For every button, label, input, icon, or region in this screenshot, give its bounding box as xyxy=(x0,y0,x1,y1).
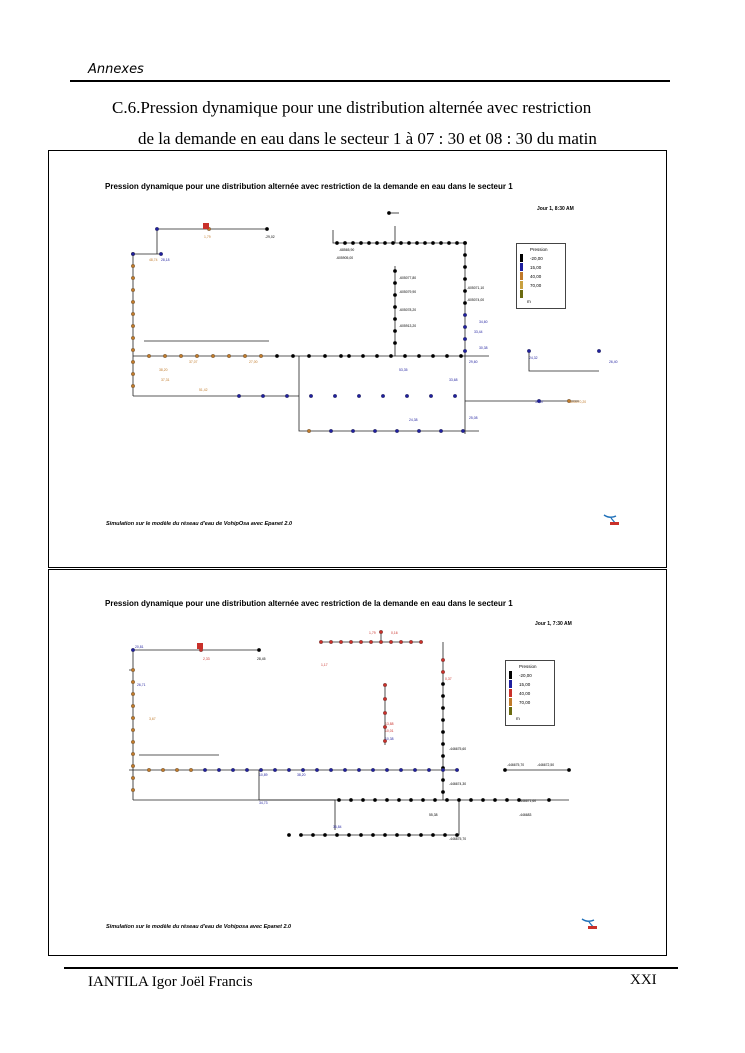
node-pressure-label: -68565,90 xyxy=(339,248,355,252)
node-pressure-label: 28,45 xyxy=(257,657,266,661)
node-pressure-label: -605078,20 xyxy=(399,308,417,312)
node-pressure-label: 37,07 xyxy=(189,360,198,364)
junction-node xyxy=(311,833,315,837)
junction-node xyxy=(259,768,263,772)
junction-node xyxy=(433,798,437,802)
junction-node xyxy=(333,394,337,398)
junction-node xyxy=(441,790,445,794)
junction-node xyxy=(227,354,231,358)
junction-node xyxy=(371,768,375,772)
node-pressure-label: 10,38 xyxy=(385,737,394,741)
junction-node xyxy=(307,354,311,358)
node-pressure-label: 38,20 xyxy=(297,773,306,777)
node-pressure-label: -446672,50 xyxy=(537,763,555,767)
junction-node xyxy=(335,833,339,837)
junction-node xyxy=(287,833,291,837)
figure-2-time: Jour 1, 7:30 AM xyxy=(535,621,572,627)
junction-node xyxy=(131,336,135,340)
node-pressure-label: 20,81 xyxy=(135,645,144,649)
legend-row xyxy=(509,671,553,679)
node-pressure-label: 26,71 xyxy=(137,683,146,687)
junction-node xyxy=(131,764,135,768)
junction-node xyxy=(395,429,399,433)
junction-node xyxy=(393,281,397,285)
junction-node xyxy=(441,718,445,722)
legend-row xyxy=(520,290,564,298)
junction-node xyxy=(131,252,135,256)
junction-node xyxy=(131,384,135,388)
junction-node xyxy=(441,768,445,772)
junction-node xyxy=(237,394,241,398)
junction-node xyxy=(441,706,445,710)
node-pressure-label: -446675,70 xyxy=(507,763,525,767)
junction-node xyxy=(257,648,261,652)
legend-label: -20,00 xyxy=(519,673,532,678)
node-pressure-label: -446674,30 xyxy=(449,782,467,786)
junction-node xyxy=(415,241,419,245)
junction-node xyxy=(375,241,379,245)
junction-node xyxy=(443,833,447,837)
junction-node xyxy=(359,640,363,644)
junction-node xyxy=(385,768,389,772)
pipe xyxy=(529,351,599,371)
junction-node xyxy=(387,211,391,215)
junction-node xyxy=(369,640,373,644)
legend-swatch xyxy=(509,698,512,706)
junction-node xyxy=(131,680,135,684)
junction-node xyxy=(389,640,393,644)
junction-node xyxy=(547,798,551,802)
figure-1-caption: Simulation sur le modèle du réseau d'eau de VohipOsa avec Epanet 2.0 xyxy=(106,521,293,527)
junction-node xyxy=(463,313,467,317)
junction-node xyxy=(393,329,397,333)
junction-node xyxy=(131,776,135,780)
junction-node xyxy=(441,730,445,734)
legend-row xyxy=(509,689,553,697)
epanet-logo-icon xyxy=(580,916,600,930)
pipe xyxy=(259,800,335,830)
junction-node xyxy=(131,728,135,732)
junction-node xyxy=(441,670,445,674)
junction-node xyxy=(463,325,467,329)
junction-node xyxy=(371,833,375,837)
network-figure-1 xyxy=(48,150,667,568)
junction-node xyxy=(299,833,303,837)
junction-node xyxy=(291,354,295,358)
junction-node xyxy=(469,798,473,802)
junction-node xyxy=(357,394,361,398)
node-pressure-label: 34,57 xyxy=(535,400,544,404)
legend-unit: m xyxy=(516,716,520,721)
figure-2-legend xyxy=(505,660,555,726)
junction-node xyxy=(343,241,347,245)
footer-rule xyxy=(64,967,678,969)
junction-node xyxy=(419,640,423,644)
junction-node xyxy=(397,798,401,802)
node-pressure-label: -605905,00 xyxy=(336,256,354,260)
junction-node xyxy=(445,798,449,802)
node-pressure-label: -446675,60 xyxy=(449,747,467,751)
junction-node xyxy=(285,394,289,398)
pipe xyxy=(299,356,479,431)
legend-row xyxy=(509,707,553,715)
junction-node xyxy=(131,692,135,696)
legend-row xyxy=(520,281,564,289)
junction-node xyxy=(359,833,363,837)
node-pressure-label: -605070,20 xyxy=(569,400,587,404)
node-pressure-label: -605079,90 xyxy=(399,290,417,294)
legend-label: -20,00 xyxy=(530,256,543,261)
node-pressure-label: -605077,80 xyxy=(399,276,417,280)
legend-swatch xyxy=(520,281,523,289)
junction-node xyxy=(441,778,445,782)
legend-swatch xyxy=(520,263,523,271)
junction-node xyxy=(189,768,193,772)
node-pressure-label: 37,31 xyxy=(161,378,170,382)
legend-row xyxy=(509,680,553,688)
legend-swatch xyxy=(520,254,523,262)
junction-node xyxy=(403,354,407,358)
junction-node xyxy=(441,694,445,698)
junction-node xyxy=(481,798,485,802)
node-pressure-label: 1,17 xyxy=(321,663,328,667)
junction-node xyxy=(441,658,445,662)
junction-node xyxy=(445,354,449,358)
footer-author: IANTILA Igor Joël Francis xyxy=(88,974,253,990)
figure-1-legend xyxy=(516,243,566,309)
junction-node xyxy=(527,349,531,353)
junction-node xyxy=(417,429,421,433)
node-pressure-label: 36,84 xyxy=(333,825,342,829)
node-pressure-label: 24,38 xyxy=(409,418,418,422)
junction-node xyxy=(131,348,135,352)
node-pressure-label: 51,42 xyxy=(199,388,208,392)
node-pressure-label: 1,79 xyxy=(204,235,211,239)
junction-node xyxy=(131,312,135,316)
junction-node xyxy=(195,354,199,358)
junction-node xyxy=(131,264,135,268)
node-pressure-label: 38,20 xyxy=(159,368,168,372)
junction-node xyxy=(431,833,435,837)
legend-title: Pression xyxy=(519,664,537,669)
junction-node xyxy=(349,640,353,644)
junction-node xyxy=(503,768,507,772)
node-pressure-label: 29,60 xyxy=(469,360,478,364)
network-figure-2 xyxy=(48,569,667,956)
figure-2-caption: Simulation sur le modèle du réseau d'eau de Vohiposa avec Epanet 2.0 xyxy=(106,924,292,930)
node-pressure-label: 34,60 xyxy=(479,320,488,324)
junction-node xyxy=(203,768,207,772)
junction-node xyxy=(379,630,383,634)
node-pressure-label: 24,32 xyxy=(529,356,538,360)
legend-row xyxy=(520,254,564,262)
legend-label: 40,00 xyxy=(519,691,531,696)
junction-node xyxy=(131,372,135,376)
legend-swatch xyxy=(509,680,512,688)
junction-node xyxy=(383,833,387,837)
junction-node xyxy=(405,394,409,398)
node-pressure-label: -446875,70 xyxy=(449,837,467,841)
junction-node xyxy=(439,429,443,433)
legend-swatch xyxy=(520,290,523,298)
node-pressure-label: 26,40 xyxy=(609,360,618,364)
junction-node xyxy=(131,788,135,792)
node-pressure-label: 33,44 xyxy=(474,330,483,334)
node-pressure-label: -446683 xyxy=(519,813,532,817)
junction-node xyxy=(161,768,165,772)
junction-node xyxy=(265,227,269,231)
junction-node xyxy=(505,798,509,802)
node-pressure-label: 33,68 xyxy=(449,378,458,382)
junction-node xyxy=(273,768,277,772)
junction-node xyxy=(261,394,265,398)
legend-label: 70,00 xyxy=(519,700,531,705)
legend-row xyxy=(509,698,553,706)
header-rule xyxy=(70,80,670,82)
page-header-label: Annexes xyxy=(88,62,144,77)
node-pressure-label: 27,00 xyxy=(249,360,258,364)
legend-label: 70,00 xyxy=(530,283,542,288)
junction-node xyxy=(361,798,365,802)
junction-node xyxy=(457,798,461,802)
junction-node xyxy=(329,768,333,772)
junction-node xyxy=(383,711,387,715)
junction-node xyxy=(329,429,333,433)
junction-node xyxy=(409,640,413,644)
legend-label: 15,00 xyxy=(519,682,531,687)
junction-node xyxy=(409,798,413,802)
junction-node xyxy=(329,640,333,644)
junction-node xyxy=(407,241,411,245)
junction-node xyxy=(463,337,467,341)
node-pressure-label: -605074,00 xyxy=(467,298,485,302)
node-pressure-label: 3,67 xyxy=(149,717,156,721)
junction-node xyxy=(335,241,339,245)
node-pressure-label: -29,02 xyxy=(265,235,275,239)
junction-node xyxy=(347,354,351,358)
junction-node xyxy=(463,241,467,245)
junction-node xyxy=(361,354,365,358)
junction-node xyxy=(381,394,385,398)
junction-node xyxy=(131,288,135,292)
figure-2-title: Pression dynamique pour une distribution alternée avec restriction de la demande en eau dans le secteur 1 xyxy=(105,599,513,608)
junction-node xyxy=(597,349,601,353)
junction-node xyxy=(163,354,167,358)
junction-node xyxy=(231,768,235,772)
junction-node xyxy=(307,429,311,433)
junction-node xyxy=(419,833,423,837)
junction-node xyxy=(461,429,465,433)
junction-node xyxy=(431,354,435,358)
junction-node xyxy=(431,241,435,245)
junction-node xyxy=(211,354,215,358)
junction-node xyxy=(351,241,355,245)
junction-node xyxy=(131,276,135,280)
junction-node xyxy=(131,300,135,304)
legend-swatch xyxy=(509,707,512,715)
junction-node xyxy=(337,798,341,802)
junction-node xyxy=(275,354,279,358)
node-pressure-label: 28,18 xyxy=(161,258,170,262)
junction-node xyxy=(131,704,135,708)
node-pressure-label: -605913,20 xyxy=(399,324,417,328)
node-pressure-label: 10,01 xyxy=(385,729,394,733)
junction-node xyxy=(439,241,443,245)
junction-node xyxy=(385,798,389,802)
junction-node xyxy=(179,354,183,358)
legend-unit: m xyxy=(527,299,531,304)
node-pressure-label: 1,79 xyxy=(369,631,376,635)
junction-node xyxy=(147,354,151,358)
junction-node xyxy=(393,341,397,345)
junction-node xyxy=(131,752,135,756)
junction-node xyxy=(339,640,343,644)
junction-node xyxy=(391,241,395,245)
junction-node xyxy=(383,697,387,701)
junction-node xyxy=(441,754,445,758)
section-title xyxy=(112,92,672,154)
junction-node xyxy=(383,683,387,687)
figure-2-network-map xyxy=(49,570,666,955)
junction-node xyxy=(301,768,305,772)
junction-node xyxy=(407,833,411,837)
junction-node xyxy=(395,833,399,837)
junction-node xyxy=(427,768,431,772)
junction-node xyxy=(323,833,327,837)
figure-1-time: Jour 1, 8:30 AM xyxy=(537,206,574,212)
junction-node xyxy=(373,429,377,433)
node-pressure-label: 30,38 xyxy=(479,346,488,350)
junction-node xyxy=(463,253,467,257)
junction-node xyxy=(393,293,397,297)
legend-label: 15,00 xyxy=(530,265,542,270)
junction-node xyxy=(463,349,467,353)
junction-node xyxy=(393,305,397,309)
junction-node xyxy=(339,354,343,358)
junction-node xyxy=(245,768,249,772)
junction-node xyxy=(393,317,397,321)
pipe xyxy=(129,670,133,800)
junction-node xyxy=(463,265,467,269)
junction-node xyxy=(315,768,319,772)
junction-node xyxy=(343,768,347,772)
junction-node xyxy=(351,429,355,433)
junction-node xyxy=(243,354,247,358)
section-title-line-1: C.6.Pression dynamique pour une distribution alternée avec restriction xyxy=(112,98,592,117)
junction-node xyxy=(359,241,363,245)
junction-node xyxy=(131,360,135,364)
epanet-logo-icon xyxy=(602,512,622,526)
footer-page-number: XXI xyxy=(630,972,657,988)
junction-node xyxy=(413,768,417,772)
junction-node xyxy=(357,768,361,772)
legend-row xyxy=(520,272,564,280)
legend-swatch xyxy=(520,272,523,280)
junction-node xyxy=(131,668,135,672)
node-pressure-label: 0,16 xyxy=(391,631,398,635)
junction-node xyxy=(421,798,425,802)
node-pressure-label: 25,08 xyxy=(469,416,478,420)
junction-node xyxy=(287,768,291,772)
node-pressure-label: 0,37 xyxy=(445,677,452,681)
node-pressure-label: 55,38 xyxy=(429,813,438,817)
junction-node xyxy=(347,833,351,837)
junction-node xyxy=(131,716,135,720)
legend-label: 40,00 xyxy=(530,274,542,279)
junction-node xyxy=(131,740,135,744)
node-pressure-label: -605071,10 xyxy=(467,286,485,290)
junction-node xyxy=(455,241,459,245)
junction-node xyxy=(175,768,179,772)
junction-node xyxy=(217,768,221,772)
junction-node xyxy=(375,354,379,358)
node-pressure-label: 34,73 xyxy=(259,801,268,805)
junction-node xyxy=(459,354,463,358)
junction-node xyxy=(417,354,421,358)
legend-swatch xyxy=(509,671,512,679)
junction-node xyxy=(319,640,323,644)
junction-node xyxy=(399,241,403,245)
node-pressure-label: 53,35 xyxy=(399,368,408,372)
junction-node xyxy=(349,798,353,802)
node-pressure-label: 2,33 xyxy=(203,657,210,661)
junction-node xyxy=(455,768,459,772)
junction-node xyxy=(147,768,151,772)
junction-node xyxy=(567,768,571,772)
node-pressure-label: 10,89 xyxy=(259,773,268,777)
junction-node xyxy=(441,682,445,686)
junction-node xyxy=(493,798,497,802)
junction-node xyxy=(383,241,387,245)
junction-node xyxy=(131,324,135,328)
node-pressure-label: 13,88 xyxy=(385,722,394,726)
junction-node xyxy=(393,269,397,273)
reservoir-icon xyxy=(203,223,209,229)
junction-node xyxy=(373,798,377,802)
junction-node xyxy=(423,241,427,245)
junction-node xyxy=(259,354,263,358)
node-pressure-label: 48,74 xyxy=(149,258,158,262)
junction-node xyxy=(441,742,445,746)
junction-node xyxy=(379,640,383,644)
legend-title: Pression xyxy=(530,247,548,252)
junction-node xyxy=(453,394,457,398)
junction-node xyxy=(159,252,163,256)
pipe xyxy=(333,230,467,243)
legend-swatch xyxy=(509,689,512,697)
junction-node xyxy=(323,354,327,358)
junction-node xyxy=(155,227,159,231)
legend-row xyxy=(520,263,564,271)
pipe xyxy=(299,800,459,835)
section-title-line-2: de la demande en eau dans le secteur 1 à 07 : 30 et 08 : 30 du matin xyxy=(138,129,597,148)
junction-node xyxy=(429,394,433,398)
junction-node xyxy=(399,768,403,772)
reservoir-icon xyxy=(197,643,203,649)
figure-1-network-map xyxy=(49,151,666,567)
junction-node xyxy=(399,640,403,644)
junction-node xyxy=(447,241,451,245)
junction-node xyxy=(389,354,393,358)
junction-node xyxy=(463,277,467,281)
junction-node xyxy=(367,241,371,245)
node-pressure-label: -446671,60 xyxy=(519,799,537,803)
junction-node xyxy=(309,394,313,398)
figure-1-title: Pression dynamique pour une distribution alternée avec restriction de la demande en eau dans le secteur 1 xyxy=(105,182,513,191)
